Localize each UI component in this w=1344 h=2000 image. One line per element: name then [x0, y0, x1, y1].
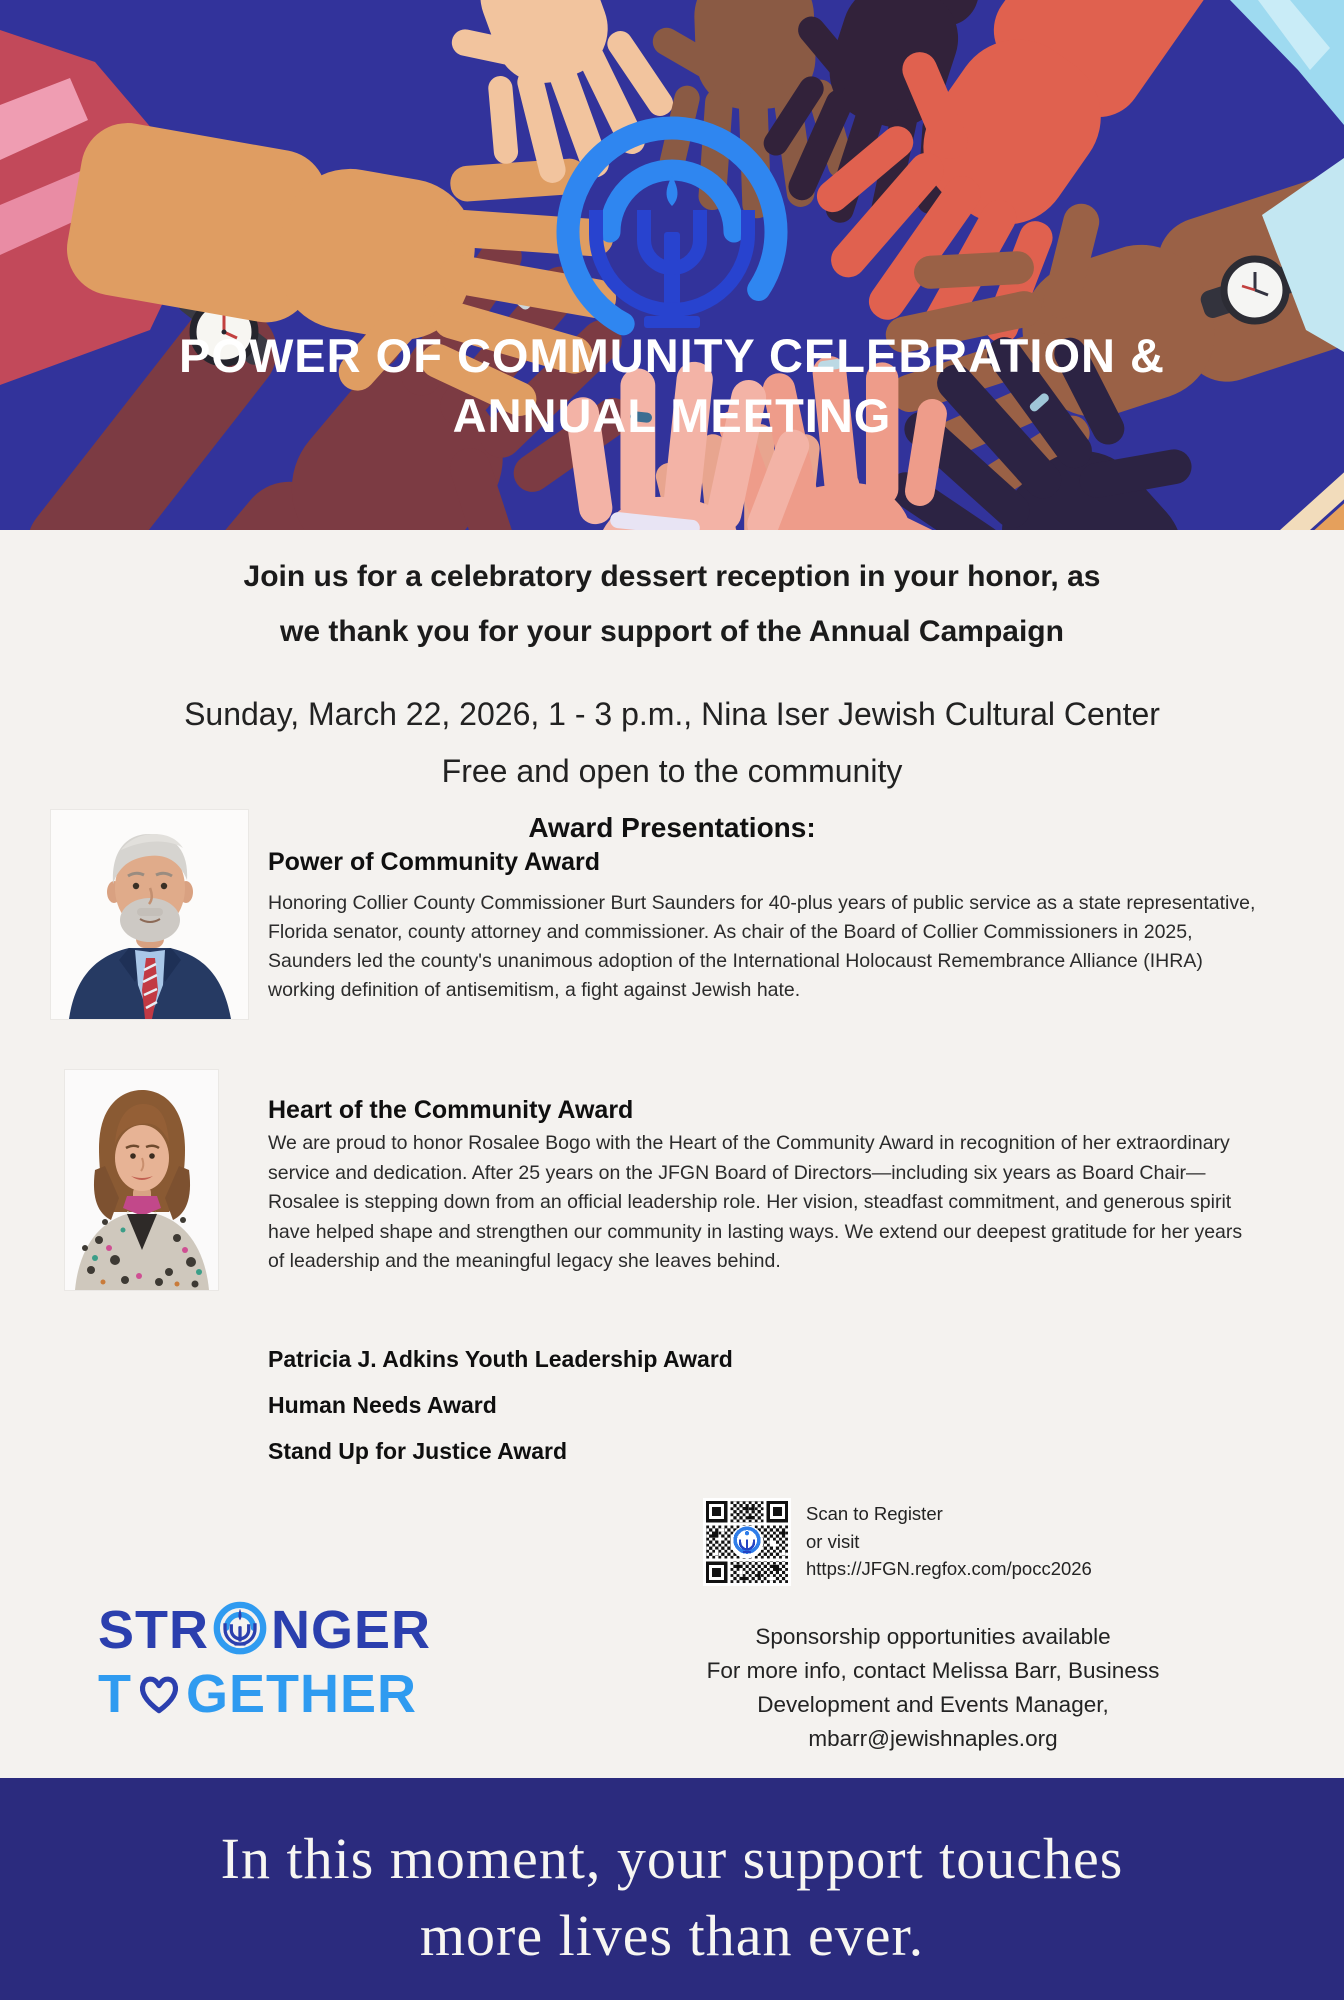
stronger-together-logo: [98, 1598, 431, 1726]
event-date-location: Sunday, March 22, 2026, 1 - 3 p.m., Nina Iser Jewish Cultural Center: [184, 696, 1160, 732]
award1-description: Honoring Collier County Commissioner Burt Saunders for 40-plus years of public service as a state representative, Florida senator, county attorney and commissioner. As chair of the Board of Collier Commissioners in 2025, Saunders led the county's unanimous adoption of the International Holocaust Remembrance Alliance (IHRA) working definition of antisemitism, a fight against Jewish hate.: [268, 892, 1256, 1001]
sponsorship-line1: Sponsorship opportunities available: [755, 1624, 1111, 1649]
event-admission: Free and open to the community: [441, 753, 903, 789]
together-text-pre: T: [98, 1664, 132, 1724]
burt-saunders-photo: [51, 810, 248, 1019]
award-name: Stand Up for Justice Award: [268, 1438, 568, 1464]
stronger-text-post: NGER: [271, 1600, 432, 1660]
hero-banner: [0, 0, 1344, 530]
together-wordmark: [98, 1662, 431, 1726]
award2-description: We are proud to honor Rosalee Bogo with the Heart of the Community Award in recognition of her extraordinary service and dedication. After 25 years on the JFGN Board of Directors—including six years as Board Chair—Rosalee is stepping down from an official leadership role. Her vision, steadfast commitment, and generous spirit have helped shape and strengthen our community in lasting ways. We extend our deepest gratitude for her years of leadership and the meaningful legacy she leaves behind.: [268, 1132, 1243, 1272]
footer-banner: [0, 1778, 1344, 2000]
sponsorship-line3: Development and Events Manager,: [757, 1692, 1109, 1717]
registration-info: [806, 1500, 1092, 1583]
or-visit-label: or visit: [806, 1530, 860, 1552]
hands-reaching-illustration: [0, 0, 1344, 530]
intro-line2: we thank you for your support of the Annual Campaign: [280, 615, 1064, 648]
award1-title: Power of Community Award: [268, 848, 600, 876]
sponsorship-info: [608, 1620, 1258, 1756]
intro-text: [0, 549, 1344, 659]
stronger-wordmark: [98, 1598, 431, 1662]
event-title: [0, 326, 1344, 446]
heart-outline-icon: [133, 1668, 185, 1720]
event-title-line2: ANNUAL MEETING: [452, 389, 892, 442]
intro-line1: Join us for a celebratory dessert reception in your honor, as: [243, 560, 1101, 593]
sponsorship-line2: For more info, contact Melissa Barr, Business: [706, 1658, 1160, 1683]
event-title-line1: POWER OF COMMUNITY CELEBRATION &: [179, 329, 1165, 382]
footer-line2: more lives than ever.: [419, 1903, 925, 1968]
together-text-post: GETHER: [186, 1664, 418, 1724]
award2-title: Heart of the Community Award: [268, 1096, 634, 1124]
award-name: Human Needs Award: [268, 1392, 497, 1418]
contact-email[interactable]: mbarr@jewishnaples.org: [808, 1726, 1058, 1751]
stronger-text-pre: STR: [98, 1600, 209, 1660]
qr-code-icon: [703, 1498, 791, 1586]
other-awards-list: [268, 1346, 733, 1484]
registration-url[interactable]: https://JFGN.regfox.com/pocc2026: [806, 1558, 1092, 1579]
scan-to-register-label: Scan to Register: [806, 1503, 943, 1524]
award-name: Patricia J. Adkins Youth Leadership Award: [268, 1346, 733, 1372]
footer-line1: In this moment, your support touches: [220, 1826, 1124, 1891]
awards-section-heading: Award Presentations:: [528, 812, 816, 843]
rosalee-bogo-photo: [65, 1070, 218, 1290]
federation-menorah-icon: [211, 1601, 269, 1659]
